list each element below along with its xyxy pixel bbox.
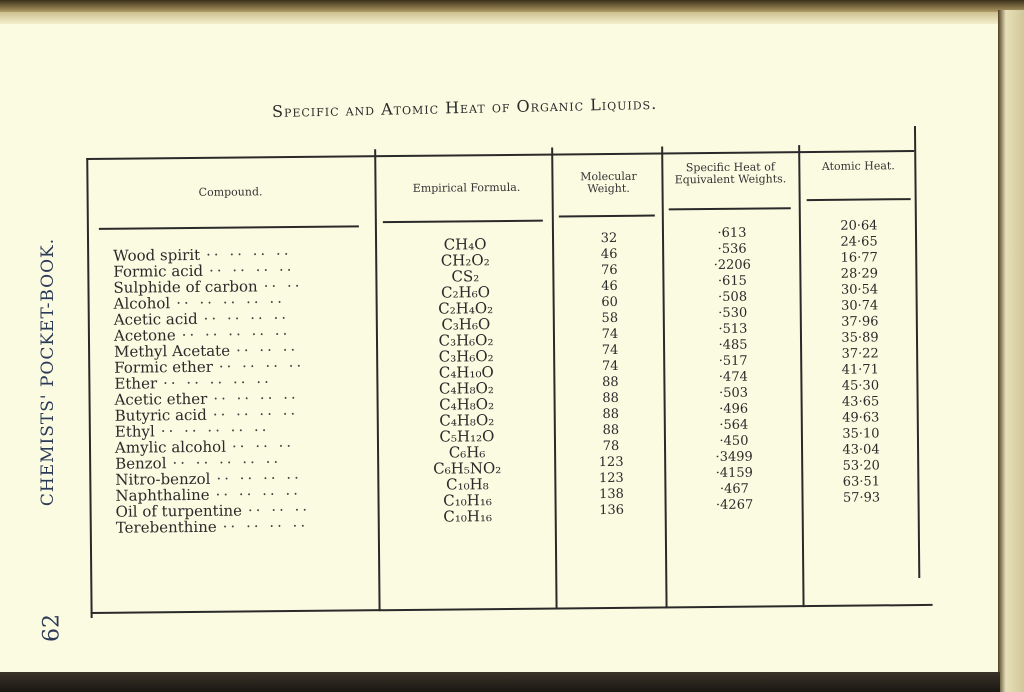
specific-heat-cell: ·513 <box>718 321 748 337</box>
molecular-weight-cell: 78 <box>602 438 620 455</box>
atomic-heat-cell: 53·20 <box>842 458 880 474</box>
specific-heat-cell: ·4159 <box>715 465 753 481</box>
compound-name: Butyric acid <box>114 405 207 425</box>
leader-dots: ·· ·· ·· ·· <box>216 468 302 488</box>
molecular-weight-cell: 74 <box>601 342 619 359</box>
molecular-weight-cell: 88 <box>602 422 620 439</box>
compound-name: Oil of turpentine <box>115 501 243 521</box>
compound-name: Methyl Acetate <box>114 341 231 361</box>
molecular-weight-cell: 123 <box>598 470 624 487</box>
molecular-weight-cell: 88 <box>602 390 619 407</box>
atomic-heat-cell: 30·54 <box>840 282 879 298</box>
atomic-heat-cell: 41·71 <box>841 362 879 378</box>
molecular-weight-cell: 138 <box>598 486 624 503</box>
specific-heat-cell: ·2206 <box>713 257 751 273</box>
specific-heat-cell: ·613 <box>717 225 747 241</box>
compound-name: Ether <box>114 374 158 393</box>
atomic-heat-cell: 28·29 <box>840 266 879 282</box>
leader-dots: ·· ·· ·· ·· ·· <box>162 373 272 393</box>
book-page <box>0 12 998 672</box>
molecular-weight-cell: 60 <box>601 294 618 311</box>
formula-cell: C₃H₆O <box>441 315 491 334</box>
compound-name: Formic ether <box>114 357 213 377</box>
leader-dots: ·· ·· ·· ·· ·· <box>160 421 270 441</box>
header-molecular-weight: Molecular Weight. <box>580 169 637 196</box>
formula-cell: C₁₀H₁₆ <box>443 507 493 526</box>
leader-dots: ·· ·· ·· ·· <box>222 516 309 536</box>
atomic-heat-cell: 24·65 <box>840 234 878 250</box>
compound-name: Acetic ether <box>114 389 208 409</box>
leader-dots: ·· ·· ·· ·· <box>213 388 299 408</box>
leader-dots: ·· ·· ·· <box>231 437 295 456</box>
formula-cell: C₁₀H₈ <box>445 475 489 494</box>
molecular-weight-cell: 32 <box>600 230 618 247</box>
compound-name: Benzol <box>115 454 167 473</box>
leader-dots: ·· ·· ·· <box>235 340 299 360</box>
compound-name: Acetic acid <box>113 309 198 329</box>
compound-name: Alcohol <box>113 294 171 313</box>
leader-dots: ·· ·· <box>263 276 303 296</box>
running-head <box>28 237 68 507</box>
formula-cell: C₆H₆ <box>448 443 486 462</box>
table-title: Specific and Atomic Heat of Organic Liquids. <box>271 93 658 121</box>
formula-cell: C₃H₆O₂ <box>438 331 494 350</box>
specific-heat-cell: ·517 <box>718 353 748 369</box>
formula-cell: C₄H₁₀O <box>438 363 494 382</box>
specific-heat-cell: ·564 <box>719 417 749 433</box>
formula-column <box>385 236 548 526</box>
specific-heat-cell: ·508 <box>718 289 748 305</box>
specific-heat-cell: ·530 <box>718 305 748 321</box>
leader-dots: ·· ·· ·· ·· <box>218 356 305 376</box>
molecular-weight-column <box>563 231 658 520</box>
running-head-text: CHEMISTS' POCKET-BOOK. <box>38 237 58 507</box>
atomic-heat-cell: 30·74 <box>841 298 879 314</box>
atomic-heat-cell: 35·89 <box>841 330 879 346</box>
compound-name: Amylic alcohol <box>114 437 227 457</box>
compound-column <box>113 245 374 535</box>
formula-cell: C₄H₈O₂ <box>439 411 495 430</box>
leader-dots: ·· ·· ·· <box>247 500 311 520</box>
header-rule <box>559 215 655 217</box>
table-bottom-rule <box>91 604 933 614</box>
atomic-heat-cell: 16·77 <box>840 250 878 266</box>
atomic-heat-cell: 45·30 <box>841 378 880 394</box>
header-rule <box>383 220 543 223</box>
molecular-weight-cell: 46 <box>600 246 618 263</box>
specific-heat-cell: ·485 <box>718 337 748 353</box>
compound-name: Sulphide of carbon <box>113 277 258 297</box>
leader-dots: ·· ·· ·· ·· ·· <box>172 453 282 473</box>
formula-cell: C₄H₈O₂ <box>438 379 494 398</box>
page-number-text: 62 <box>39 614 65 642</box>
data-table <box>86 126 922 604</box>
header-compound: Compound. <box>198 185 263 199</box>
specific-heat-cell: ·467 <box>719 481 749 497</box>
compound-name: Nitro-benzol <box>115 469 211 489</box>
molecular-weight-cell: 76 <box>600 262 618 279</box>
molecular-weight-cell: 136 <box>599 502 625 519</box>
table-row <box>116 517 374 535</box>
compound-name: Wood spirit <box>113 245 201 265</box>
specific-heat-cell: ·4267 <box>715 497 754 513</box>
page-number <box>34 608 70 648</box>
compound-name: Naphthaline <box>115 485 210 505</box>
atomic-heat-cell: 20·64 <box>840 218 878 234</box>
column-divider <box>661 146 667 608</box>
leader-dots: ·· ·· ·· ·· <box>215 484 302 504</box>
atomic-heat-cell: 43·65 <box>841 394 880 410</box>
specific-heat-cell: ·536 <box>717 241 747 257</box>
leader-dots: ·· ·· ·· ·· <box>206 245 292 264</box>
header-atomic-heat: Atomic Heat. <box>821 159 895 173</box>
compound-name: Ethyl <box>114 422 155 441</box>
formula-cell: C₆H₅NO₂ <box>433 459 502 478</box>
leader-dots: ·· ·· ·· ·· <box>212 404 299 424</box>
atomic-heat-cell: 63·51 <box>842 474 881 490</box>
header-rule <box>99 225 359 229</box>
atomic-heat-cell: 49·63 <box>842 410 880 426</box>
atomic-heat-cell: 35·10 <box>842 426 880 442</box>
specific-heat-cell: ·3499 <box>715 449 753 465</box>
table-left-rule <box>86 158 92 618</box>
molecular-weight-cell: 46 <box>601 278 618 295</box>
molecular-weight-cell: 88 <box>602 406 620 423</box>
compound-name: Acetone <box>113 326 176 345</box>
leader-dots: ·· ·· ·· ·· ·· <box>181 325 291 345</box>
formula-cell: CS₂ <box>451 267 480 286</box>
formula-cell: C₂H₆O <box>440 283 491 302</box>
compound-name: Formic acid <box>113 261 204 281</box>
molecular-weight-cell: 74 <box>601 326 619 343</box>
molecular-weight-cell: 58 <box>601 310 619 327</box>
table-right-rule <box>914 126 920 578</box>
formula-cell: C₃H₆O₂ <box>438 347 494 366</box>
compound-name: Terebenthine <box>115 517 217 537</box>
specific-heat-cell: ·496 <box>719 401 749 417</box>
specific-heat-cell: ·615 <box>717 273 747 289</box>
formula-cell: C₅H₁₂O <box>439 427 495 446</box>
column-divider <box>374 149 380 611</box>
column-divider <box>798 145 804 607</box>
formula-cell: C₄H₈O₂ <box>439 395 495 414</box>
column-divider <box>551 148 557 610</box>
atomic-heat-cell: 57·93 <box>842 490 881 506</box>
atomic-heat-cell: 37·22 <box>841 346 879 362</box>
specific-heat-cell: ·474 <box>718 369 748 385</box>
molecular-weight-cell: 123 <box>598 454 624 471</box>
header-formula: Empirical Formula. <box>412 180 521 195</box>
specific-heat-column <box>671 225 796 514</box>
leader-dots: ·· ·· ·· ·· <box>203 309 290 328</box>
page-top-shadow <box>0 12 998 24</box>
atomic-heat-column <box>807 218 914 507</box>
specific-heat-cell: ·503 <box>718 385 749 401</box>
specific-heat-cell: ·450 <box>719 433 749 449</box>
leader-dots: ·· ·· ·· ·· <box>208 261 295 280</box>
book-right-edge <box>998 10 1024 692</box>
molecular-weight-cell: 88 <box>602 374 619 391</box>
header-rule <box>669 207 791 210</box>
formula-cell: CH₄O <box>443 235 487 254</box>
molecular-weight-cell: 74 <box>601 358 619 375</box>
atomic-heat-cell: 43·04 <box>842 442 880 458</box>
leader-dots: ·· ·· ·· ·· ·· <box>176 293 286 313</box>
formula-cell: C₂H₄O₂ <box>438 299 494 318</box>
atomic-heat-cell: 37·96 <box>841 314 879 330</box>
formula-cell: C₁₀H₁₆ <box>443 491 492 510</box>
formula-cell: CH₂O₂ <box>440 251 490 270</box>
header-rule <box>807 198 911 200</box>
book-bottom-edge <box>0 672 1000 692</box>
header-specific-heat: Specific Heat of Equivalent Weights. <box>674 160 787 187</box>
